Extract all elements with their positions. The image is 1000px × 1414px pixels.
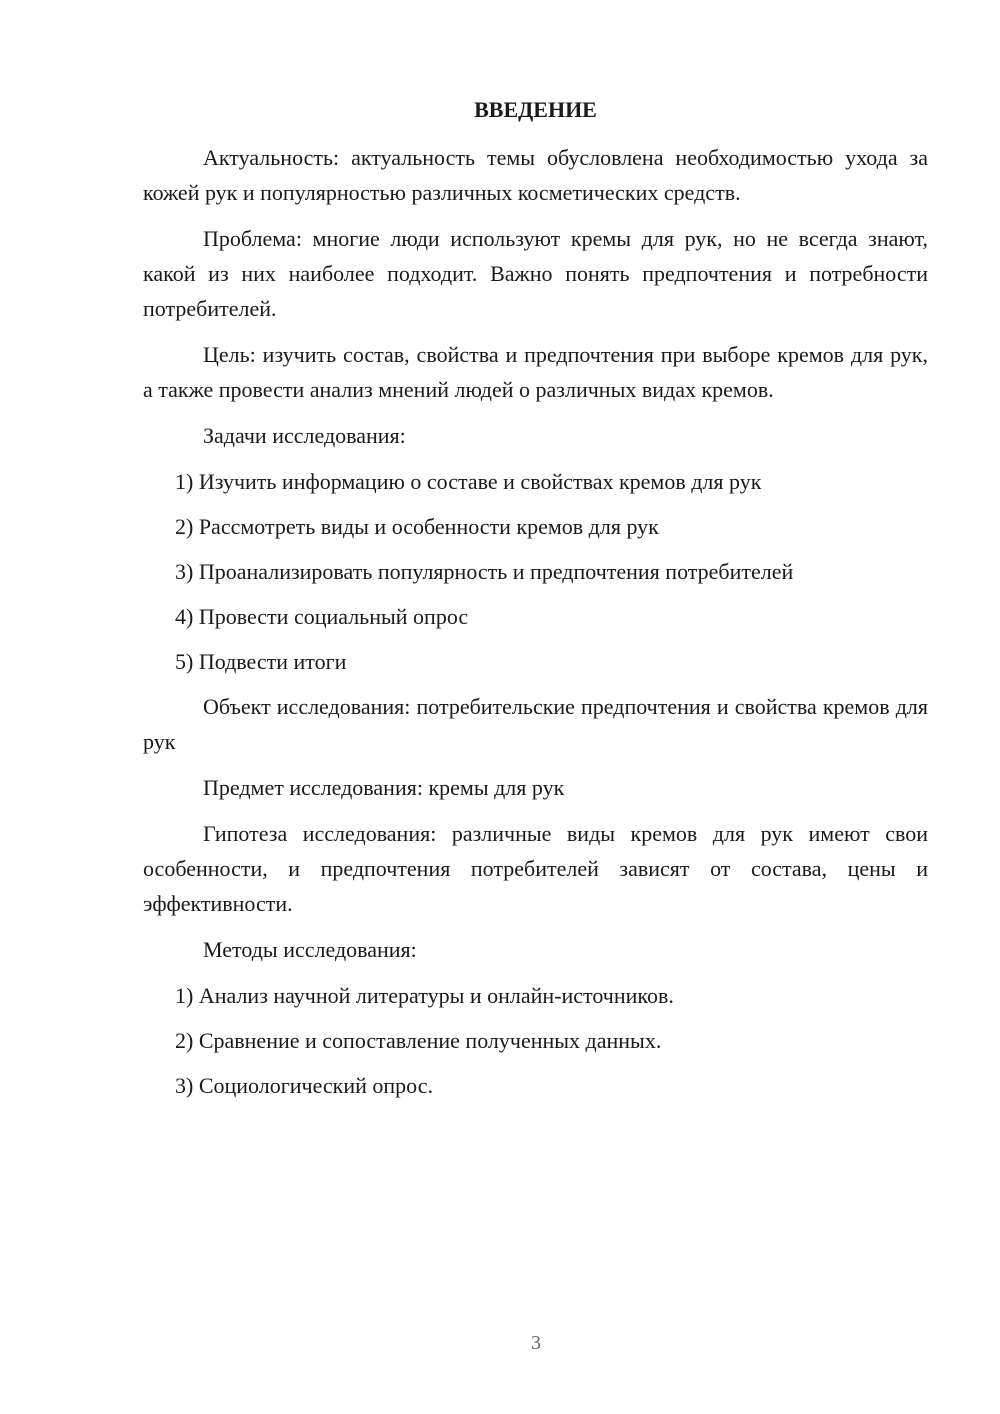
goal-paragraph: Цель: изучить состав, свойства и предпочтения при выборе кремов для рук, а также провести анализ мнений людей о различных видах кремов. [143,342,928,402]
problem-paragraph: Проблема: многие люди используют кремы для рук, но не всегда знают, какой из них наиболее подходит. Важно понять предпочтения и потребности потребителей. [143,226,928,321]
methods-list [143,978,928,1103]
page-number: 3 [531,1332,541,1354]
task-item-2: 2) Рассмотреть виды и особенности кремов для рук [175,514,659,539]
tasks-heading: Задачи исследования: [203,423,406,448]
task-item-1: 1) Изучить информацию о составе и свойствах кремов для рук [175,469,762,494]
object-paragraph: Объект исследования: потребительские предпочтения и свойства кремов для рук [143,694,928,754]
subject-paragraph: Предмет исследования: кремы для рук [203,775,565,800]
methods-heading: Методы исследования: [203,937,417,962]
task-item-5: 5) Подвести итоги [175,649,347,674]
page-content [143,90,928,1113]
task-item-3: 3) Проанализировать популярность и предпочтения потребителей [175,559,794,584]
tasks-list [143,464,928,679]
hypothesis-paragraph: Гипотеза исследования: различные виды кремов для рук имеют свои особенности, и предпочтения потребителей зависят от состава, цены и эффективности. [143,821,928,916]
method-item-1: 1) Анализ научной литературы и онлайн-источников. [175,983,674,1008]
section-title: ВВЕДЕНИЕ [474,97,597,122]
method-item-3: 3) Социологический опрос. [175,1073,433,1098]
relevance-paragraph: Актуальность: актуальность темы обусловлена необходимостью ухода за кожей рук и популярностью различных косметических средств. [143,145,928,205]
task-item-4: 4) Провести социальный опрос [175,604,469,629]
method-item-2: 2) Сравнение и сопоставление полученных данных. [175,1028,662,1053]
